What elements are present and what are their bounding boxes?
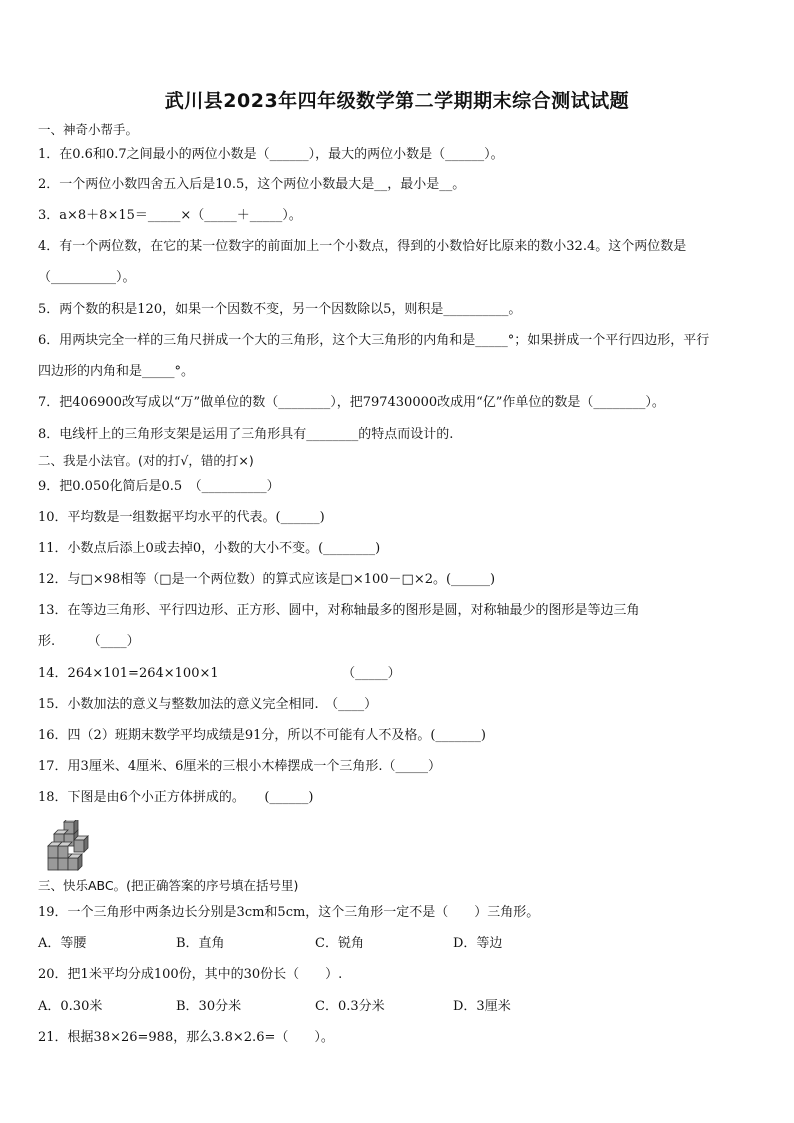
- q20-option-a[interactable]: A．0.30米: [38, 999, 103, 1014]
- q20-option-c[interactable]: C．0.3分米: [315, 999, 385, 1014]
- question-5: 5．两个数的积是120，如果一个因数不变，另一个因数除以5，则积是__________。: [38, 302, 522, 317]
- question-20: 20．把1米平均分成100份，其中的30份长（ ）.: [38, 967, 343, 982]
- question-3: 3．a×8＋8×15＝_____×（_____＋_____）。: [38, 208, 302, 223]
- q19-option-c[interactable]: C．锐角: [315, 936, 364, 951]
- question-6-line-2: 四边形的内角和是_____°。: [38, 364, 195, 379]
- question-19: 19．一个三角形中两条边长分别是3cm和5cm，这个三角形一定不是（ ）三角形。: [38, 905, 540, 920]
- question-17: 17．用3厘米、4厘米、6厘米的三根小木棒摆成一个三角形.（_____）: [38, 759, 441, 774]
- question-14: 14．264×101=264×100×1 （_____）: [38, 666, 401, 681]
- question-8: 8．电线杆上的三角形支架是运用了三角形具有________的特点而设计的.: [38, 427, 454, 442]
- question-7: 7．把406900改写成以“万”做单位的数（________），把797430000改成用“亿”作单位的数是（________）。: [38, 395, 665, 410]
- q19-option-a[interactable]: A．等腰: [38, 936, 87, 951]
- question-13-line-1: 13．在等边三角形、平行四边形、正方形、圆中，对称轴最多的图形是圆，对称轴最少的图形是等边三角: [38, 603, 640, 618]
- section-1-heading: 一、神奇小帮手。: [38, 122, 139, 137]
- question-6-line-1: 6．用两块完全一样的三角尺拼成一个大的三角形，这个大三角形的内角和是_____°；如果拼成一个平行四边形，平行: [38, 333, 710, 348]
- q19-option-d[interactable]: D．等边: [453, 936, 503, 951]
- q20-option-b[interactable]: B．30分米: [176, 999, 242, 1014]
- page-title: 武川县2023年四年级数学第二学期期末综合测试试题: [164, 90, 630, 112]
- question-12: 12．与□×98相等（□是一个两位数）的算式应该是□×100－□×2。(______): [38, 572, 496, 587]
- question-15: 15．小数加法的意义与整数加法的意义完全相同. （____）: [38, 697, 378, 712]
- question-4-line-2: （__________）。: [38, 270, 136, 285]
- section-2-heading: 二、我是小法官。(对的打√，错的打×): [38, 453, 254, 468]
- question-4-line-1: 4．有一个两位数，在它的某一位数字的前面加上一个小数点，得到的小数恰好比原来的数小32.4。这个两位数是: [38, 239, 687, 254]
- question-16: 16．四（2）班期末数学平均成绩是91分，所以不可能有人不及格。(_______): [38, 728, 486, 743]
- question-9: 9．把0.050化简后是0.5 （__________）: [38, 479, 280, 494]
- question-11: 11．小数点后添上0或去掉0，小数的大小不变。(________): [38, 541, 381, 556]
- question-21: 21．根据38×26=988，那么3.8×2.6=（ ）。: [38, 1030, 334, 1045]
- q20-option-d[interactable]: D．3厘米: [453, 999, 511, 1014]
- cube-stack-figure: [44, 820, 98, 872]
- question-13-line-2: 形. （____）: [38, 634, 140, 649]
- question-18: 18．下图是由6个小正方体拼成的。 (______): [38, 790, 314, 805]
- question-2: 2．一个两位小数四舍五入后是10.5，这个两位小数最大是__，最小是__。: [38, 177, 466, 192]
- q19-option-b[interactable]: B．直角: [176, 936, 225, 951]
- question-10: 10．平均数是一组数据平均水平的代表。(______): [38, 510, 325, 525]
- question-1: 1．在0.6和0.7之间最小的两位小数是（______），最大的两位小数是（______）。: [38, 147, 504, 162]
- section-3-heading: 三、快乐ABC。(把正确答案的序号填在括号里): [38, 878, 299, 893]
